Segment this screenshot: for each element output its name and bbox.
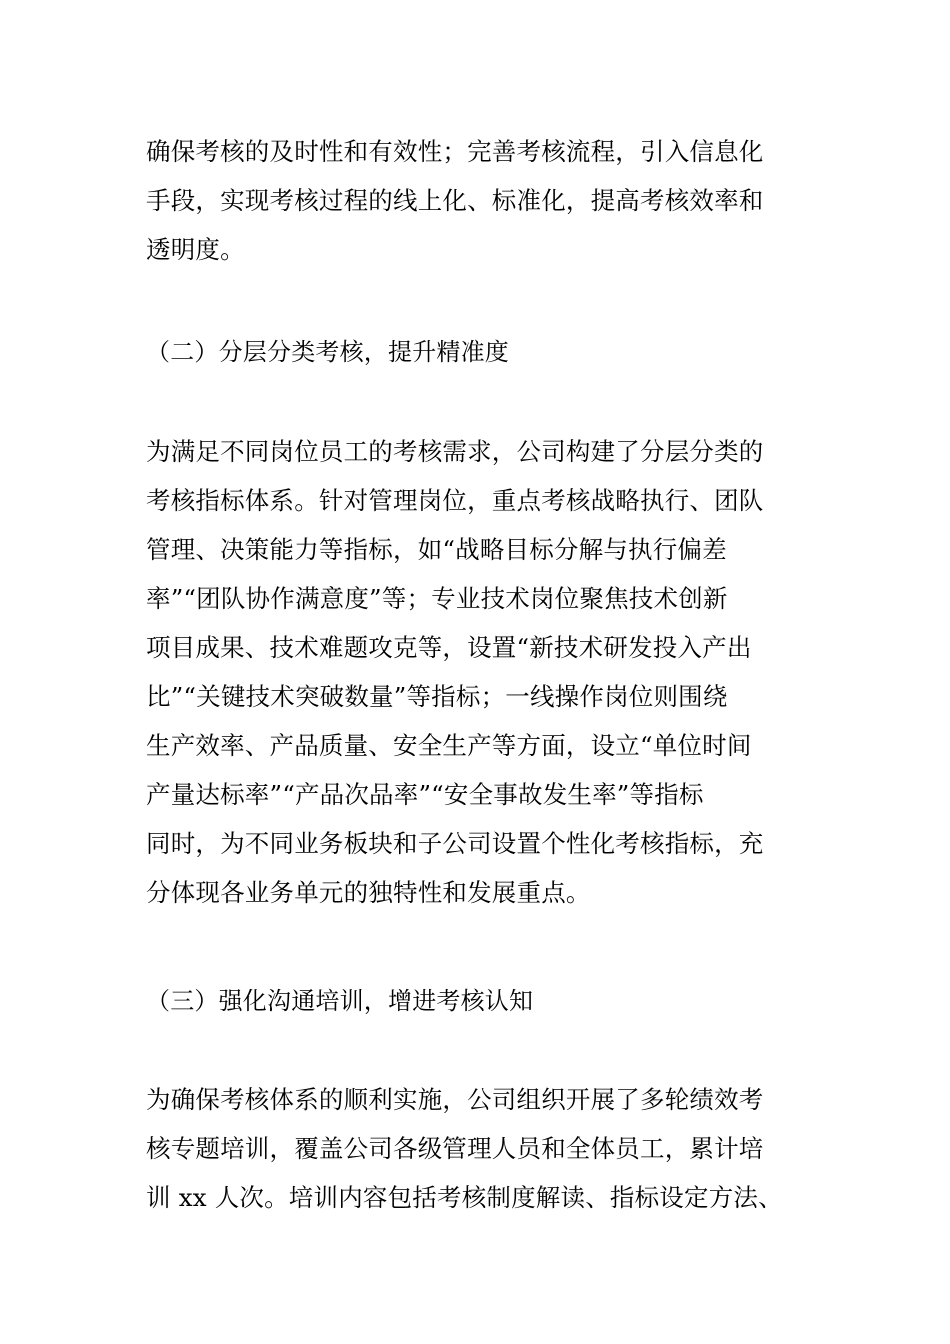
paragraph-line: 率”“团队协作满意度”等；专业技术岗位聚焦技术创新	[146, 584, 728, 613]
section-heading-text: （二）分层分类考核，提升精准度	[146, 338, 509, 366]
paragraph-line: 为满足不同岗位员工的考核需求，公司构建了分层分类的	[146, 437, 764, 466]
paragraph-line: 核专题培训，覆盖公司各级管理人员和全体员工，累计培	[146, 1134, 764, 1163]
section-heading-text: （三）强化沟通培训，增进考核认知	[146, 987, 534, 1015]
paragraph-2	[146, 427, 814, 917]
paragraph-line: 同时，为不同业务板块和子公司设置个性化考核指标，充	[146, 829, 764, 858]
paragraph-3	[146, 1075, 814, 1222]
paragraph-line: 确保考核的及时性和有效性；完善考核流程，引入信息化	[146, 137, 764, 166]
section-heading-2	[146, 328, 814, 377]
paragraph-line: 项目成果、技术难题攻克等，设置“新技术研发投入产出	[146, 633, 752, 662]
paragraph-line: 手段，实现考核过程的线上化、标准化，提高考核效率和	[146, 186, 764, 215]
paragraph-line: 比”“关键技术突破数量”等指标；一线操作岗位则围绕	[146, 682, 728, 711]
paragraph-line: 生产效率、产品质量、安全生产等方面，设立“单位时间	[146, 731, 752, 760]
paragraph-line: 训 xx 人次。培训内容包括考核制度解读、指标设定方法、	[146, 1183, 783, 1212]
section-heading-3	[146, 977, 814, 1026]
paragraph-line: 为确保考核体系的顺利实施，公司组织开展了多轮绩效考	[146, 1085, 764, 1114]
paragraph-line: 管理、决策能力等指标，如“战略目标分解与执行偏差	[146, 535, 727, 564]
paragraph-line: 考核指标体系。针对管理岗位，重点考核战略执行、团队	[146, 486, 764, 515]
paragraph-line: 透明度。	[146, 235, 245, 264]
paragraph-line: 分体现各业务单元的独特性和发展重点。	[146, 878, 591, 907]
paragraph-1	[146, 127, 814, 274]
paragraph-line: 产量达标率”“产品次品率”“安全事故发生率”等指标	[146, 780, 704, 809]
